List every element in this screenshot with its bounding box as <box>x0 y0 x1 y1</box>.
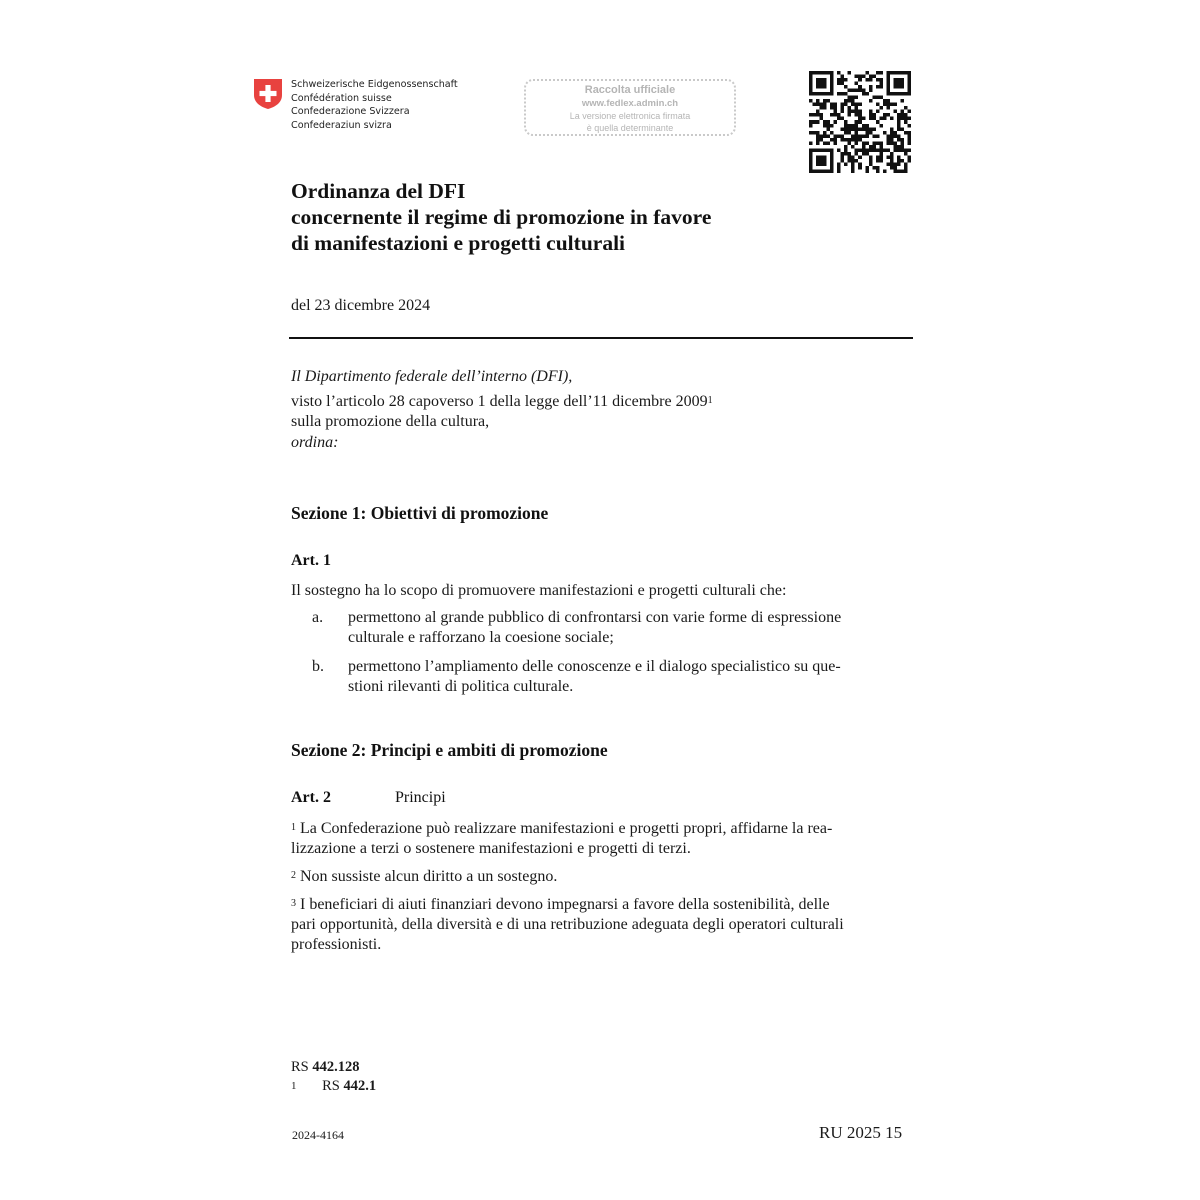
confederation-name-it: Confederazione Svizzera <box>291 106 410 118</box>
preamble-basis-line1 <box>291 392 911 412</box>
stamp-url: www.fedlex.admin.ch <box>581 98 679 109</box>
art-2-heading-row <box>291 789 446 807</box>
preamble-basis-line2: sulla promozione della cultura, <box>291 413 490 430</box>
rs-number: 442.128 <box>312 1059 360 1075</box>
title-line-3: di manifestazioni e progetti culturali <box>291 231 626 255</box>
section-2-heading: Sezione 2: Principi e ambiti di promozione <box>291 740 608 760</box>
stamp-note-line2: è quella determinante <box>586 123 674 133</box>
preamble-basis-text: visto l’articolo 28 capoverso 1 della legge dell’11 dicembre 2009 <box>291 393 708 410</box>
art-1-item-b-letter: b. <box>312 658 324 675</box>
art-2-para-3-line3: professionisti. <box>291 936 382 953</box>
stamp-note-line1: La versione elettronica firmata <box>569 111 691 121</box>
title-line-2: concernente il regime di promozione in favore <box>291 205 712 229</box>
ru-reference: RU 2025 15 <box>819 1123 903 1142</box>
art-2-para-1 <box>291 819 911 859</box>
art-1-intro: Il sostegno ha lo scopo di promuovere manifestazioni e progetti culturali che: <box>291 582 787 599</box>
preamble-decree: ordina: <box>291 434 339 451</box>
swiss-coat-of-arms-logo <box>253 78 283 110</box>
art-1-item-a <box>348 608 910 648</box>
art-1-item-b-line2: stioni rilevanti di politica culturale. <box>348 678 574 695</box>
para-3-number: 3 <box>291 898 296 909</box>
para-1-number: 1 <box>291 822 296 833</box>
art-1-item-a-line2: culturale e rafforzano la coesione sociale; <box>348 629 614 646</box>
art-2-para-3 <box>291 895 911 955</box>
preamble <box>291 367 911 453</box>
title-line-1: Ordinanza del DFI <box>291 179 466 203</box>
footnote-1-number: 442.1 <box>343 1078 377 1094</box>
art-2-para-2-line1: Non sussiste alcun diritto a un sostegno. <box>300 868 558 885</box>
qr-code-icon <box>809 71 911 173</box>
footnote-1 <box>291 1077 376 1096</box>
section-1-heading: Sezione 1: Obiettivi di promozione <box>291 503 549 523</box>
confederation-name-de: Schweizerische Eidgenossenschaft <box>291 79 458 90</box>
confederation-name-fr: Confédération suisse <box>291 92 392 104</box>
footnote-ref-1: 1 <box>707 395 713 406</box>
header-divider <box>289 337 913 339</box>
art-1-item-b <box>348 657 910 697</box>
rs-reference <box>291 1058 360 1077</box>
art-2-title: Principi <box>394 789 446 806</box>
document-title <box>291 178 711 256</box>
art-2-para-3-line2: pari opportunità, della diversità e di una retribuzione adeguata degli operatori culturali <box>291 916 844 933</box>
footnote-1-prefix: RS <box>322 1078 340 1094</box>
confederation-name-rm: Confederaziun svizra <box>291 119 392 131</box>
art-2-para-1-line2: lizzazione a terzi o sostenere manifestazioni e progetti di terzi. <box>291 840 691 857</box>
art-1-item-a-line1: permettono al grande pubblico di confrontarsi con varie forme di espressione <box>348 609 842 626</box>
document-number: 2024-4164 <box>292 1128 344 1142</box>
art-1-heading: Art. 1 <box>291 552 331 569</box>
document-date: del 23 dicembre 2024 <box>291 297 431 314</box>
art-2-para-2 <box>291 867 911 887</box>
art-2-para-3-line1: I beneficiari di aiuti finanziari devono impegnarsi a favore della sostenibilità, delle <box>300 896 830 913</box>
confederation-names <box>291 78 458 132</box>
footnote-1-mark: 1 <box>291 1080 297 1092</box>
para-2-number: 2 <box>291 870 296 881</box>
art-2-heading: Art. 2 <box>291 789 331 806</box>
art-1-item-a-letter: a. <box>312 609 324 626</box>
art-2-para-1-line1: La Confederazione può realizzare manifestazioni e progetti propri, affidarne la rea- <box>300 820 833 837</box>
rs-prefix: RS <box>291 1059 309 1075</box>
preamble-authority: Il Dipartimento federale dell’interno (DFI), <box>291 368 573 385</box>
stamp-title: Raccolta ufficiale <box>584 84 676 96</box>
official-collection-stamp <box>524 79 736 136</box>
art-1-item-b-line1: permettono l’ampliamento delle conoscenze e il dialogo specialistico su que- <box>348 658 841 675</box>
